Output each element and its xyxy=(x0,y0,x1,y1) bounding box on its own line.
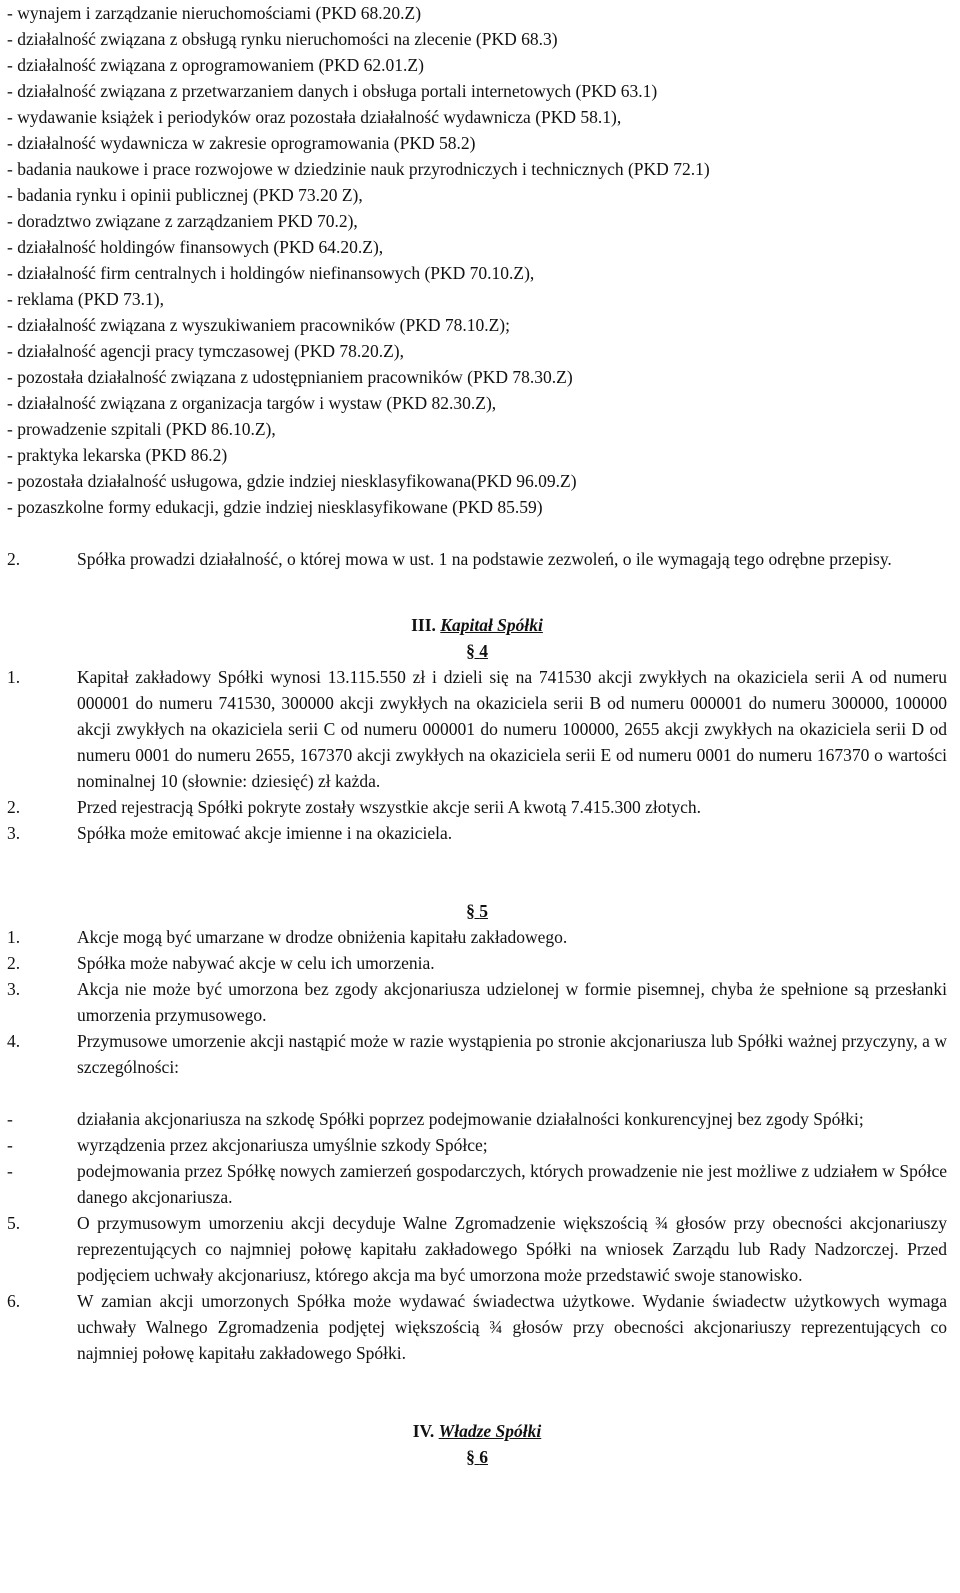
item-number: - xyxy=(7,1161,13,1181)
pkd-line: - doradztwo związane z zarządzaniem PKD 70.2), xyxy=(7,211,358,231)
document-page xyxy=(7,0,947,1470)
item-number: 4. xyxy=(7,1031,21,1051)
paragraph-number: 6 xyxy=(479,1447,488,1467)
pkd-line: - działalność związana z wyszukiwaniem pracowników (PKD 78.10.Z); xyxy=(7,315,510,335)
list-item xyxy=(7,950,947,976)
pkd-line: - prowadzenie szpitali (PKD 86.10.Z), xyxy=(7,419,276,439)
item-number: 5. xyxy=(7,1213,21,1233)
item-number: 2. xyxy=(7,549,21,569)
list-item xyxy=(7,820,947,846)
item-text: wyrządzenia przez akcjonariusza umyślnie szkody Spółce; xyxy=(77,1135,488,1155)
pkd-line: - badania naukowe i prace rozwojowe w dziedzinie nauk przyrodniczych i technicznych (PKD 72.1) xyxy=(7,159,710,179)
item-text: Kapitał zakładowy Spółki wynosi 13.115.550 zł i dzieli się na 741530 akcji zwykłych na okaziciela serii A od numeru 000001 do numeru 741530, 300000 akcji zwykłych na okaziciela serii B od numeru 000001 do numeru 300000, 100000 akcji zwykłych na okaziciela serii C od numeru 000001 do numeru 100000, 2655 akcji zwykłych na okaziciela serii D od numeru 0001 do numeru 2655, 167370 akcji zwykłych na okaziciela serii E od numeru 0001 do numeru 167370 o wartości nominalnej 10 (słownie: dziesięć) zł każda. xyxy=(77,667,947,791)
list-item xyxy=(7,1028,947,1080)
item-text: Akcje mogą być umarzane w drodze obniżenia kapitału zakładowego. xyxy=(77,927,568,947)
paragraph-symbol-6: § 6 xyxy=(466,1447,488,1467)
item-text: Spółka może nabywać akcje w celu ich umorzenia. xyxy=(77,953,435,973)
item-number: 3. xyxy=(7,823,21,843)
paragraph-5-dash-items xyxy=(7,1106,947,1210)
pkd-line: - działalność holdingów finansowych (PKD 64.20.Z), xyxy=(7,237,384,257)
pkd-line: - pozostała działalność usługowa, gdzie indziej niesklasyfikowana(PKD 96.09.Z) xyxy=(7,471,577,491)
paragraph-5-items-cont xyxy=(7,1210,947,1366)
item-text: Spółka prowadzi działalność, o której mowa w ust. 1 na podstawie zezwoleń, o ile wymagają tego odrębne przepisy. xyxy=(77,549,892,569)
item-number: 2. xyxy=(7,953,21,973)
paragraph-number: 5 xyxy=(479,901,488,921)
pkd-line: - praktyka lekarska (PKD 86.2) xyxy=(7,445,228,465)
pkd-line: - działalność związana z obsługą rynku nieruchomości na zlecenie (PKD 68.3) xyxy=(7,29,558,49)
paragraph-5-items xyxy=(7,924,947,1080)
pkd-line: - wynajem i zarządzanie nieruchomościami (PKD 68.20.Z) xyxy=(7,3,422,23)
list-item xyxy=(7,1288,947,1366)
item-text: W zamian akcji umorzonych Spółka może wydawać świadectwa użytkowe. Wydanie świadectw użytkowych wymaga uchwały Walnego Zgromadzenia podjętej większością ¾ głosów przy obecności akcjonariuszy reprezentujących co najmniej połowę kapitału zakładowego Spółki. xyxy=(77,1291,947,1363)
item-number: - xyxy=(7,1135,13,1155)
pkd-line: - działalność związana z przetwarzaniem danych i obsługa portali internetowych (PKD 63.1) xyxy=(7,81,658,101)
list-item xyxy=(7,1158,947,1210)
list-item xyxy=(7,1106,947,1132)
pkd-line: - działalność agencji pracy tymczasowej (PKD 78.20.Z), xyxy=(7,341,405,361)
section-heading-iii xyxy=(7,612,947,638)
section-title: Władze Spółki xyxy=(438,1421,542,1441)
paragraph-3-item-2 xyxy=(7,546,947,572)
list-item xyxy=(7,976,947,1028)
item-text: działania akcjonariusza na szkodę Spółki poprzez podejmowanie działalności konkurencyjnej bez zgody Spółki; xyxy=(77,1109,864,1129)
list-item xyxy=(7,924,947,950)
pkd-line: - działalność związana z oprogramowaniem (PKD 62.01.Z) xyxy=(7,55,424,75)
pkd-activity-list xyxy=(7,0,947,520)
list-item xyxy=(7,794,947,820)
item-number: 6. xyxy=(7,1291,21,1311)
paragraph-symbol-5: § 5 xyxy=(466,901,488,921)
list-item xyxy=(7,1132,947,1158)
pkd-line: - badania rynku i opinii publicznej (PKD 73.20 Z), xyxy=(7,185,363,205)
item-number: 2. xyxy=(7,797,21,817)
item-number: 1. xyxy=(7,927,21,947)
list-item xyxy=(7,664,947,794)
item-number: - xyxy=(7,1109,13,1129)
item-text: Przed rejestracją Spółki pokryte zostały wszystkie akcje serii A kwotą 7.415.300 złotych. xyxy=(77,797,702,817)
section-numeral: III. xyxy=(411,615,436,635)
pkd-line: - pozaszkolne formy edukacji, gdzie indziej niesklasyfikowane (PKD 85.59) xyxy=(7,497,543,517)
section-heading-iv xyxy=(7,1418,947,1444)
paragraph-symbol-4: § 4 xyxy=(466,641,488,661)
item-text: podejmowania przez Spółkę nowych zamierzeń gospodarczych, których prowadzenie nie jest możliwe z udziałem w Spółce danego akcjonariusza. xyxy=(77,1161,947,1207)
item-number: 3. xyxy=(7,979,21,999)
item-text: O przymusowym umorzeniu akcji decyduje Walne Zgromadzenie większością ¾ głosów przy obecności akcjonariuszy reprezentujących co najmniej połowę kapitału zakładowego Spółki na wniosek Zarządu lub Rady Nadzorczej. Przed podjęciem uchwały akcjonariusz, którego akcja ma być umorzona może przedstawić swoje stanowisko. xyxy=(77,1213,947,1285)
pkd-line: - wydawanie książek i periodyków oraz pozostała działalność wydawnicza (PKD 58.1), xyxy=(7,107,622,127)
pkd-line: - działalność wydawnicza w zakresie oprogramowania (PKD 58.2) xyxy=(7,133,476,153)
pkd-line: - działalność firm centralnych i holdingów niefinansowych (PKD 70.10.Z), xyxy=(7,263,535,283)
pkd-line: - działalność związana z organizacja targów i wystaw (PKD 82.30.Z), xyxy=(7,393,497,413)
item-text: Akcja nie może być umorzona bez zgody akcjonariusza udzielonej w formie pisemnej, chyba że spełnione są przesłanki umorzenia przymusowego. xyxy=(77,979,947,1025)
paragraph-4-items xyxy=(7,664,947,846)
item-text: Spółka może emitować akcje imienne i na okaziciela. xyxy=(77,823,453,843)
list-item xyxy=(7,1210,947,1288)
item-number: 1. xyxy=(7,667,21,687)
pkd-line: - reklama (PKD 73.1), xyxy=(7,289,164,309)
item-text: Przymusowe umorzenie akcji nastąpić może w razie wystąpienia po stronie akcjonariusza lub Spółki ważnej przyczyny, a w szczególności: xyxy=(77,1031,947,1077)
pkd-line: - pozostała działalność związana z udostępnianiem pracowników (PKD 78.30.Z) xyxy=(7,367,573,387)
paragraph-number: 4 xyxy=(479,641,488,661)
section-numeral: IV. xyxy=(412,1421,435,1441)
section-title: Kapitał Spółki xyxy=(440,615,543,635)
